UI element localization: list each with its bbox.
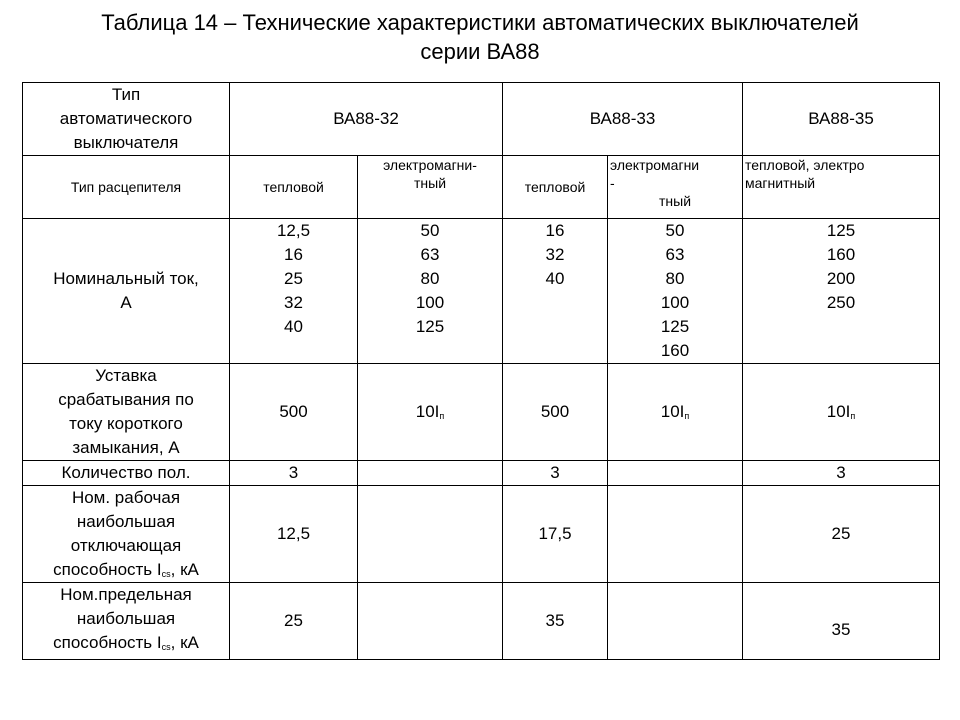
model-header-va88-35: ВА88-35 xyxy=(743,83,940,156)
document-title xyxy=(0,8,960,66)
title-line-1: Таблица 14 – Технические характеристики автоматических выключателей xyxy=(101,10,859,35)
trip-setting-cell: $10I_п$ xyxy=(743,364,940,461)
icu-cell: 35 xyxy=(743,583,940,660)
poles-cell: 3 xyxy=(743,461,940,486)
rated-current-cell: 12,5 16 25 32 40 xyxy=(230,219,358,364)
poles-cell-empty xyxy=(608,461,743,486)
poles-label: Количество пол. xyxy=(23,461,230,486)
release-type-cell: электромагни - тный xyxy=(608,156,743,219)
model-header-va88-32: ВА88-32 xyxy=(230,83,503,156)
poles-cell-empty xyxy=(358,461,503,486)
ics-cell: 12,5 xyxy=(230,486,358,583)
poles-row xyxy=(23,461,940,486)
poles-cell: 3 xyxy=(503,461,608,486)
release-type-cell: тепловой, электро магнитный xyxy=(743,156,940,219)
ics-cell: 17,5 xyxy=(503,486,608,583)
rated-current-cell: 50 63 80 100 125 160 xyxy=(608,219,743,364)
rated-current-row xyxy=(23,219,940,364)
icu-row xyxy=(23,583,940,660)
trip-setting-cell: $10I_п$ xyxy=(608,364,743,461)
title-line-2: серии ВА88 xyxy=(420,39,540,64)
icu-cell-empty xyxy=(608,583,743,660)
trip-setting-cell: 500 xyxy=(230,364,358,461)
rated-current-cell: 50 63 80 100 125 xyxy=(358,219,503,364)
model-header-va88-33: ВА88-33 xyxy=(503,83,743,156)
release-type-row xyxy=(23,156,940,219)
trip-setting-cell: 500 xyxy=(503,364,608,461)
trip-setting-label: Уставка срабатывания по току короткого замыкания, А xyxy=(23,364,230,461)
icu-cell: 25 xyxy=(230,583,358,660)
header-row xyxy=(23,83,940,156)
release-type-label: Тип расцепителя xyxy=(23,156,230,219)
trip-setting-cell: $10I_п$ xyxy=(358,364,503,461)
release-type-cell: электромагни- тный xyxy=(358,156,503,219)
ics-cell: 25 xyxy=(743,486,940,583)
ics-cell-empty xyxy=(608,486,743,583)
rated-current-label: Номинальный ток, А xyxy=(23,219,230,364)
ics-cell-empty xyxy=(358,486,503,583)
rated-current-cell: 16 32 40 xyxy=(503,219,608,364)
trip-setting-row xyxy=(23,364,940,461)
specs-table xyxy=(22,82,940,660)
icu-cell-empty xyxy=(358,583,503,660)
ics-row xyxy=(23,486,940,583)
breaker-type-header: Тип автоматического выключателя xyxy=(23,83,230,156)
release-type-cell: тепловой xyxy=(503,156,608,219)
ics-label: Ном. рабочая наибольшая отключающая способность $I_{cs}$, кА xyxy=(23,486,230,583)
poles-cell: 3 xyxy=(230,461,358,486)
rated-current-cell: 125 160 200 250 xyxy=(743,219,940,364)
icu-label: Ном.предельная наибольшая способность $I_{cs}$, кА xyxy=(23,583,230,660)
release-type-cell: тепловой xyxy=(230,156,358,219)
icu-cell: 35 xyxy=(503,583,608,660)
